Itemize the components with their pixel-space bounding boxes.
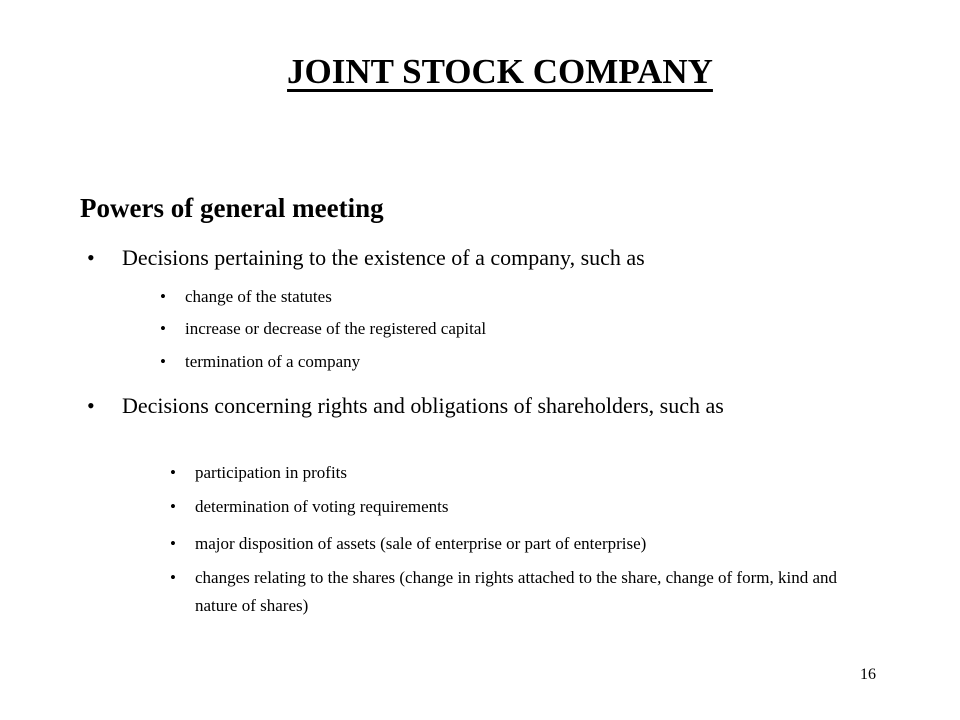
sub-bullet-text: determination of voting requirements [195, 497, 449, 516]
sub-bullet-text: participation in profits [195, 463, 348, 482]
bullet-dot: • [87, 393, 95, 418]
bullet-existence-decisions [87, 243, 867, 273]
bullet-dot: • [170, 534, 176, 553]
page-number: 16 [860, 666, 876, 683]
sub-bullet-profits [170, 459, 870, 487]
bullet-dot: • [170, 568, 176, 587]
sub-bullet-registered-capital [160, 315, 860, 343]
bullet-label: Decisions pertaining to the existence of a company, such as [122, 245, 645, 270]
sub-bullet-assets [170, 530, 890, 558]
sub-bullet-text: changes relating to the shares (change in rights attached to the share, change of form, kind and nature of shares) [195, 568, 837, 615]
slide-title: JOINT STOCK COMPANY [287, 52, 713, 91]
sub-bullet-voting [170, 493, 870, 521]
bullet-dot: • [87, 245, 95, 270]
section-heading: Powers of general meeting [80, 193, 384, 223]
bullet-dot: • [170, 497, 176, 516]
bullet-label: Decisions concerning rights and obligations of shareholders, such as [122, 393, 724, 418]
sub-bullet-shares [170, 564, 870, 620]
sub-bullet-termination [160, 348, 860, 376]
sub-bullet-statutes [160, 283, 860, 311]
sub-bullet-text: termination of a company [185, 352, 361, 371]
sub-bullet-text: major disposition of assets (sale of enterprise or part of enterprise) [195, 534, 647, 553]
sub-bullet-text: change of the statutes [185, 287, 332, 306]
sub-bullet-text: increase or decrease of the registered capital [185, 319, 487, 338]
bullet-dot: • [160, 319, 166, 338]
bullet-dot: • [160, 287, 166, 306]
bullet-dot: • [160, 352, 166, 371]
bullet-dot: • [170, 463, 176, 482]
bullet-shareholder-decisions [87, 391, 852, 421]
